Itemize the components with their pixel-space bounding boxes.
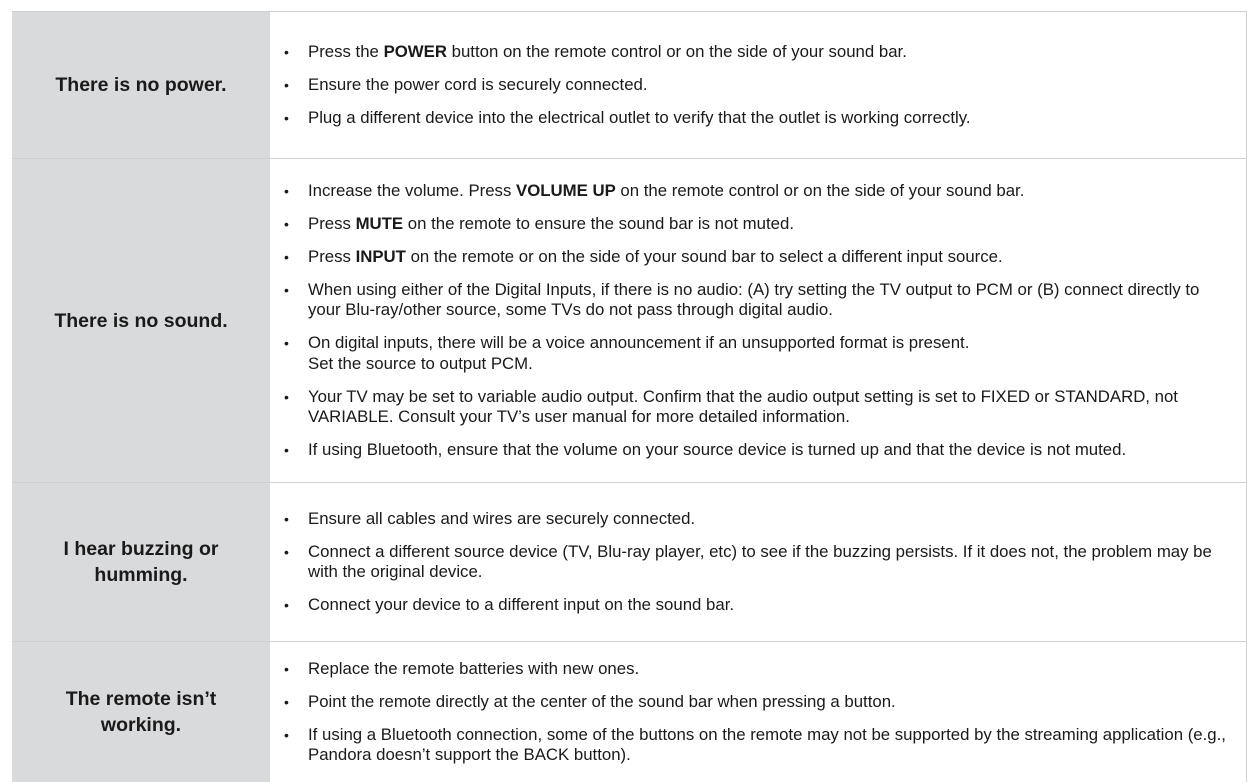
- solutions-list: [270, 42, 1236, 129]
- solutions-cell: [270, 159, 1247, 482]
- list-item: • Press MUTE on the remote to ensure the sound bar is not muted.: [284, 213, 794, 233]
- bullet-icon: •: [284, 215, 289, 232]
- list-item: • If using a Bluetooth connection, some of the buttons on the remote may not be supported by the streaming application (e.g., Pandora doesn’t support the BACK button).: [284, 724, 1226, 764]
- bullet-icon: •: [284, 597, 289, 613]
- bullet-icon: •: [284, 109, 289, 126]
- list-item: • Press the POWER button on the remote control or on the side of your sound bar.: [284, 41, 907, 61]
- problem-cell: [12, 12, 270, 158]
- list-item: • Point the remote directly at the center of the sound bar when pressing a button.: [284, 691, 896, 711]
- list-item: • Press INPUT on the remote or on the side of your sound bar to select a different input source.: [284, 246, 1003, 266]
- problem-text: working.: [100, 714, 182, 736]
- table-row: [12, 642, 1247, 782]
- problem-cell: [12, 483, 270, 641]
- problem-text: There is no power.: [55, 74, 227, 96]
- problem-text: The remote isn’t: [65, 688, 217, 710]
- bullet-icon: •: [284, 388, 289, 405]
- bullet-icon: •: [284, 693, 289, 710]
- problem-text: There is no sound.: [54, 309, 228, 332]
- problem-cell: [12, 642, 270, 782]
- solutions-cell: [270, 642, 1247, 782]
- solutions-list: [270, 509, 1236, 616]
- bullet-icon: •: [284, 660, 289, 677]
- bullet-icon: •: [284, 543, 289, 560]
- list-item: • On digital inputs, there will be a voice announcement if an unsupported format is present. Set the source to output PCM.: [284, 333, 970, 373]
- problem-cell: [12, 159, 270, 482]
- list-item: • If using Bluetooth, ensure that the volume on your source device is turned up and that the device is not muted.: [284, 440, 1127, 459]
- list-item: • Connect a different source device (TV, Blu-ray player, etc) to see if the buzzing persists. If it does not, the problem may be with the original device.: [284, 541, 1212, 581]
- bullet-icon: •: [284, 442, 289, 458]
- problem-text: humming.: [94, 564, 188, 586]
- table-row: [12, 483, 1247, 642]
- bullet-icon: •: [284, 182, 289, 199]
- bullet-icon: •: [284, 281, 289, 298]
- solutions-cell: [270, 483, 1247, 641]
- list-item: • Plug a different device into the electrical outlet to verify that the outlet is working correctly.: [284, 107, 971, 127]
- bullet-icon: •: [284, 43, 289, 60]
- bullet-icon: •: [284, 726, 289, 743]
- bullet-icon: •: [284, 248, 289, 265]
- list-item: • When using either of the Digital Inputs, if there is no audio: (A) try setting the TV output to PCM or (B) connect directly to your Blu-ray/other source, some TVs do not pass through digital audio.: [284, 279, 1200, 319]
- list-item: • Ensure all cables and wires are securely connected.: [284, 508, 696, 528]
- problem-text: I hear buzzing or: [63, 538, 219, 560]
- bullet-icon: •: [284, 76, 289, 93]
- solutions-cell: [270, 12, 1247, 158]
- list-item: • Increase the volume. Press VOLUME UP on the remote control or on the side of your sound bar.: [284, 180, 1025, 200]
- solutions-list: [270, 659, 1236, 766]
- table-row: [12, 159, 1247, 483]
- list-item: • Ensure the power cord is securely connected.: [284, 74, 648, 94]
- bullet-icon: •: [284, 510, 289, 527]
- table-row: [12, 12, 1247, 159]
- troubleshooting-table: [12, 11, 1247, 782]
- bullet-icon: •: [284, 335, 289, 351]
- list-item: • Replace the remote batteries with new ones.: [284, 658, 640, 678]
- solutions-list: [270, 181, 1236, 461]
- list-item: • Connect your device to a different input on the sound bar.: [284, 595, 735, 614]
- list-item: • Your TV may be set to variable audio output. Confirm that the audio output setting is set to FIXED or STANDARD, not VARIABLE. Consult your TV’s user manual for more detailed information.: [284, 386, 1178, 426]
